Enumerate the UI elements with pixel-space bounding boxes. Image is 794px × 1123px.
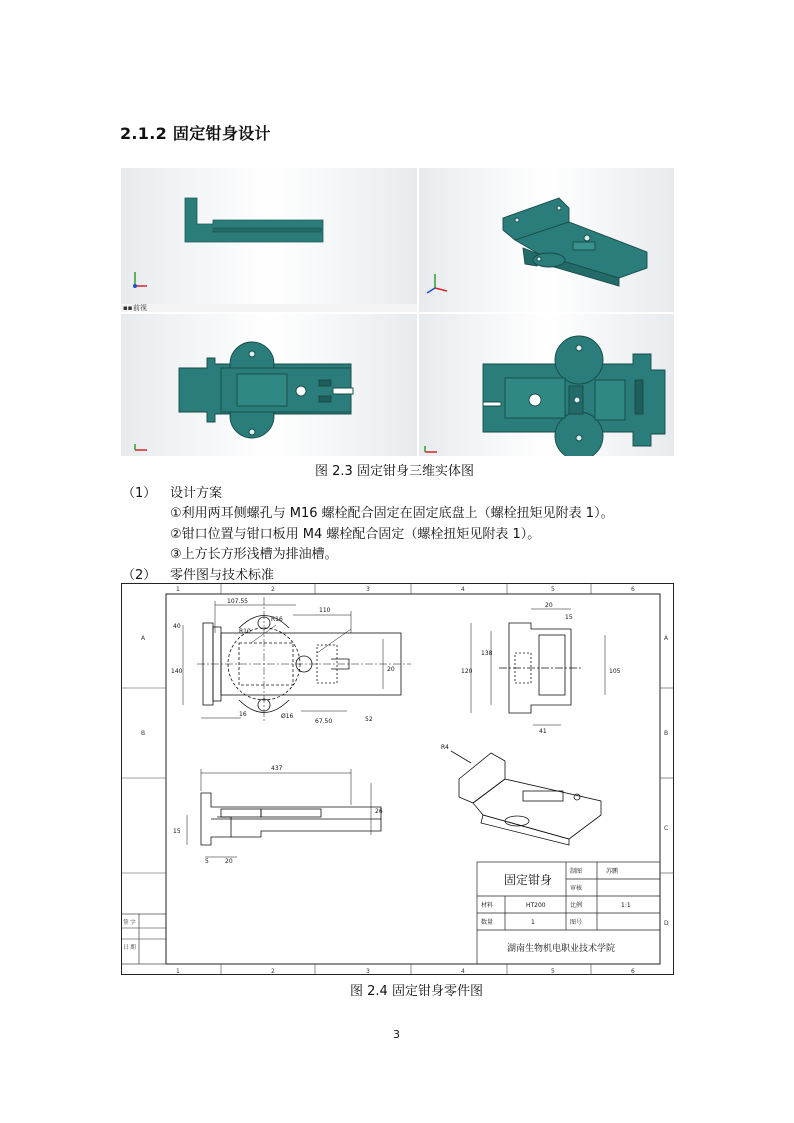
side-date-label: 日 期 bbox=[123, 945, 136, 951]
dim-15: 15 bbox=[173, 828, 181, 835]
zone-col-6: 6 bbox=[631, 586, 635, 593]
page-number: 3 bbox=[393, 1028, 400, 1041]
side-sign-label: 签 字 bbox=[123, 920, 136, 926]
dim-phi16: Ø16 bbox=[281, 713, 294, 720]
dim-52: 52 bbox=[365, 716, 373, 723]
dim-5: 5 bbox=[205, 858, 209, 865]
title-check-label: 审核 bbox=[570, 885, 583, 892]
dim-20-b: 20 bbox=[225, 858, 233, 865]
dim-437: 437 bbox=[271, 765, 283, 772]
figure-2-4-caption: 图 2.4 固定钳身零件图 bbox=[350, 984, 483, 999]
title-part-name: 固定钳身 bbox=[504, 873, 553, 887]
dim-r4: R4 bbox=[441, 744, 449, 751]
view-front bbox=[121, 168, 417, 312]
dim-140: 140 bbox=[171, 668, 183, 675]
dim-16: 16 bbox=[239, 711, 247, 718]
title-dwg-label: 图号 bbox=[570, 919, 583, 926]
zone-col-5: 5 bbox=[551, 586, 555, 593]
dim-138: 138 bbox=[481, 650, 493, 657]
dim-r10: R10 bbox=[239, 628, 251, 635]
zone-col-1-bottom: 1 bbox=[176, 968, 180, 975]
dim-110: 110 bbox=[319, 607, 331, 614]
zone-row-a-right: A bbox=[664, 635, 669, 642]
view-top bbox=[121, 314, 417, 456]
title-material: HT200 bbox=[526, 902, 546, 909]
front-view-label: 前视 bbox=[133, 304, 147, 312]
dim-side-15: 15 bbox=[565, 614, 573, 621]
title-qty: 1 bbox=[531, 919, 535, 926]
zone-row-d-right: D bbox=[664, 920, 669, 927]
figure-2-3-caption: 图 2.3 固定钳身三维实体图 bbox=[315, 464, 474, 479]
title-scale-label: 比例 bbox=[570, 902, 583, 909]
design-line-2: ②钳口位置与钳口板用 M4 螺栓配合固定（螺栓扭矩见附表 1）。 bbox=[170, 527, 541, 542]
title-school: 湖南生物机电职业技术学院 bbox=[507, 944, 616, 954]
dim-side-20: 20 bbox=[545, 602, 553, 609]
dim-20: 20 bbox=[387, 666, 395, 673]
zone-row-a: A bbox=[141, 635, 146, 642]
dim-107-55: 107.55 bbox=[227, 598, 248, 605]
item-1-number: （1） bbox=[122, 486, 157, 501]
zone-col-2: 2 bbox=[271, 586, 275, 593]
zone-row-c-right: C bbox=[664, 825, 669, 832]
title-material-label: 材料 bbox=[481, 902, 494, 909]
dim-26: 26 bbox=[375, 808, 383, 815]
zone-row-b: B bbox=[141, 730, 146, 737]
title-draw-label: 制图 bbox=[570, 868, 583, 875]
zone-col-3-bottom: 3 bbox=[366, 968, 370, 975]
dim-67-50: 67.50 bbox=[315, 718, 333, 725]
design-line-1: ①利用两耳侧螺孔与 M16 螺栓配合固定在固定底盘上（螺栓扭矩见附表 1）。 bbox=[170, 506, 614, 521]
item-2-title: 零件图与技术标准 bbox=[170, 568, 275, 583]
section-heading: 2.1.2 固定钳身设计 bbox=[120, 124, 271, 143]
zone-row-b-right: B bbox=[664, 730, 669, 737]
item-1-title: 设计方案 bbox=[170, 486, 223, 501]
dim-120: 120 bbox=[461, 668, 473, 675]
zone-col-4-bottom: 4 bbox=[461, 968, 465, 975]
zone-col-5-bottom: 5 bbox=[551, 968, 555, 975]
dim-105: 105 bbox=[609, 668, 621, 675]
part-drawing bbox=[121, 583, 674, 975]
svg-text:▪▪: ▪▪ bbox=[123, 304, 133, 312]
dim-41: 41 bbox=[539, 728, 547, 735]
dim-40: 40 bbox=[173, 623, 181, 630]
zone-col-4: 4 bbox=[461, 586, 465, 593]
view-bottom bbox=[419, 314, 674, 456]
zone-col-2-bottom: 2 bbox=[271, 968, 275, 975]
dim-r16: R16 bbox=[271, 616, 283, 623]
design-line-3: ③上方长方形浅槽为排油槽。 bbox=[170, 547, 338, 562]
zone-col-3: 3 bbox=[366, 586, 370, 593]
item-2-number: （2） bbox=[122, 568, 157, 583]
zone-col-6-bottom: 6 bbox=[631, 968, 635, 975]
zone-col-1: 1 bbox=[176, 586, 180, 593]
title-draw-name: 苏鹏 bbox=[606, 868, 619, 875]
title-qty-label: 数量 bbox=[481, 919, 494, 926]
view-isometric bbox=[419, 168, 674, 312]
title-scale: 1:1 bbox=[621, 902, 631, 909]
